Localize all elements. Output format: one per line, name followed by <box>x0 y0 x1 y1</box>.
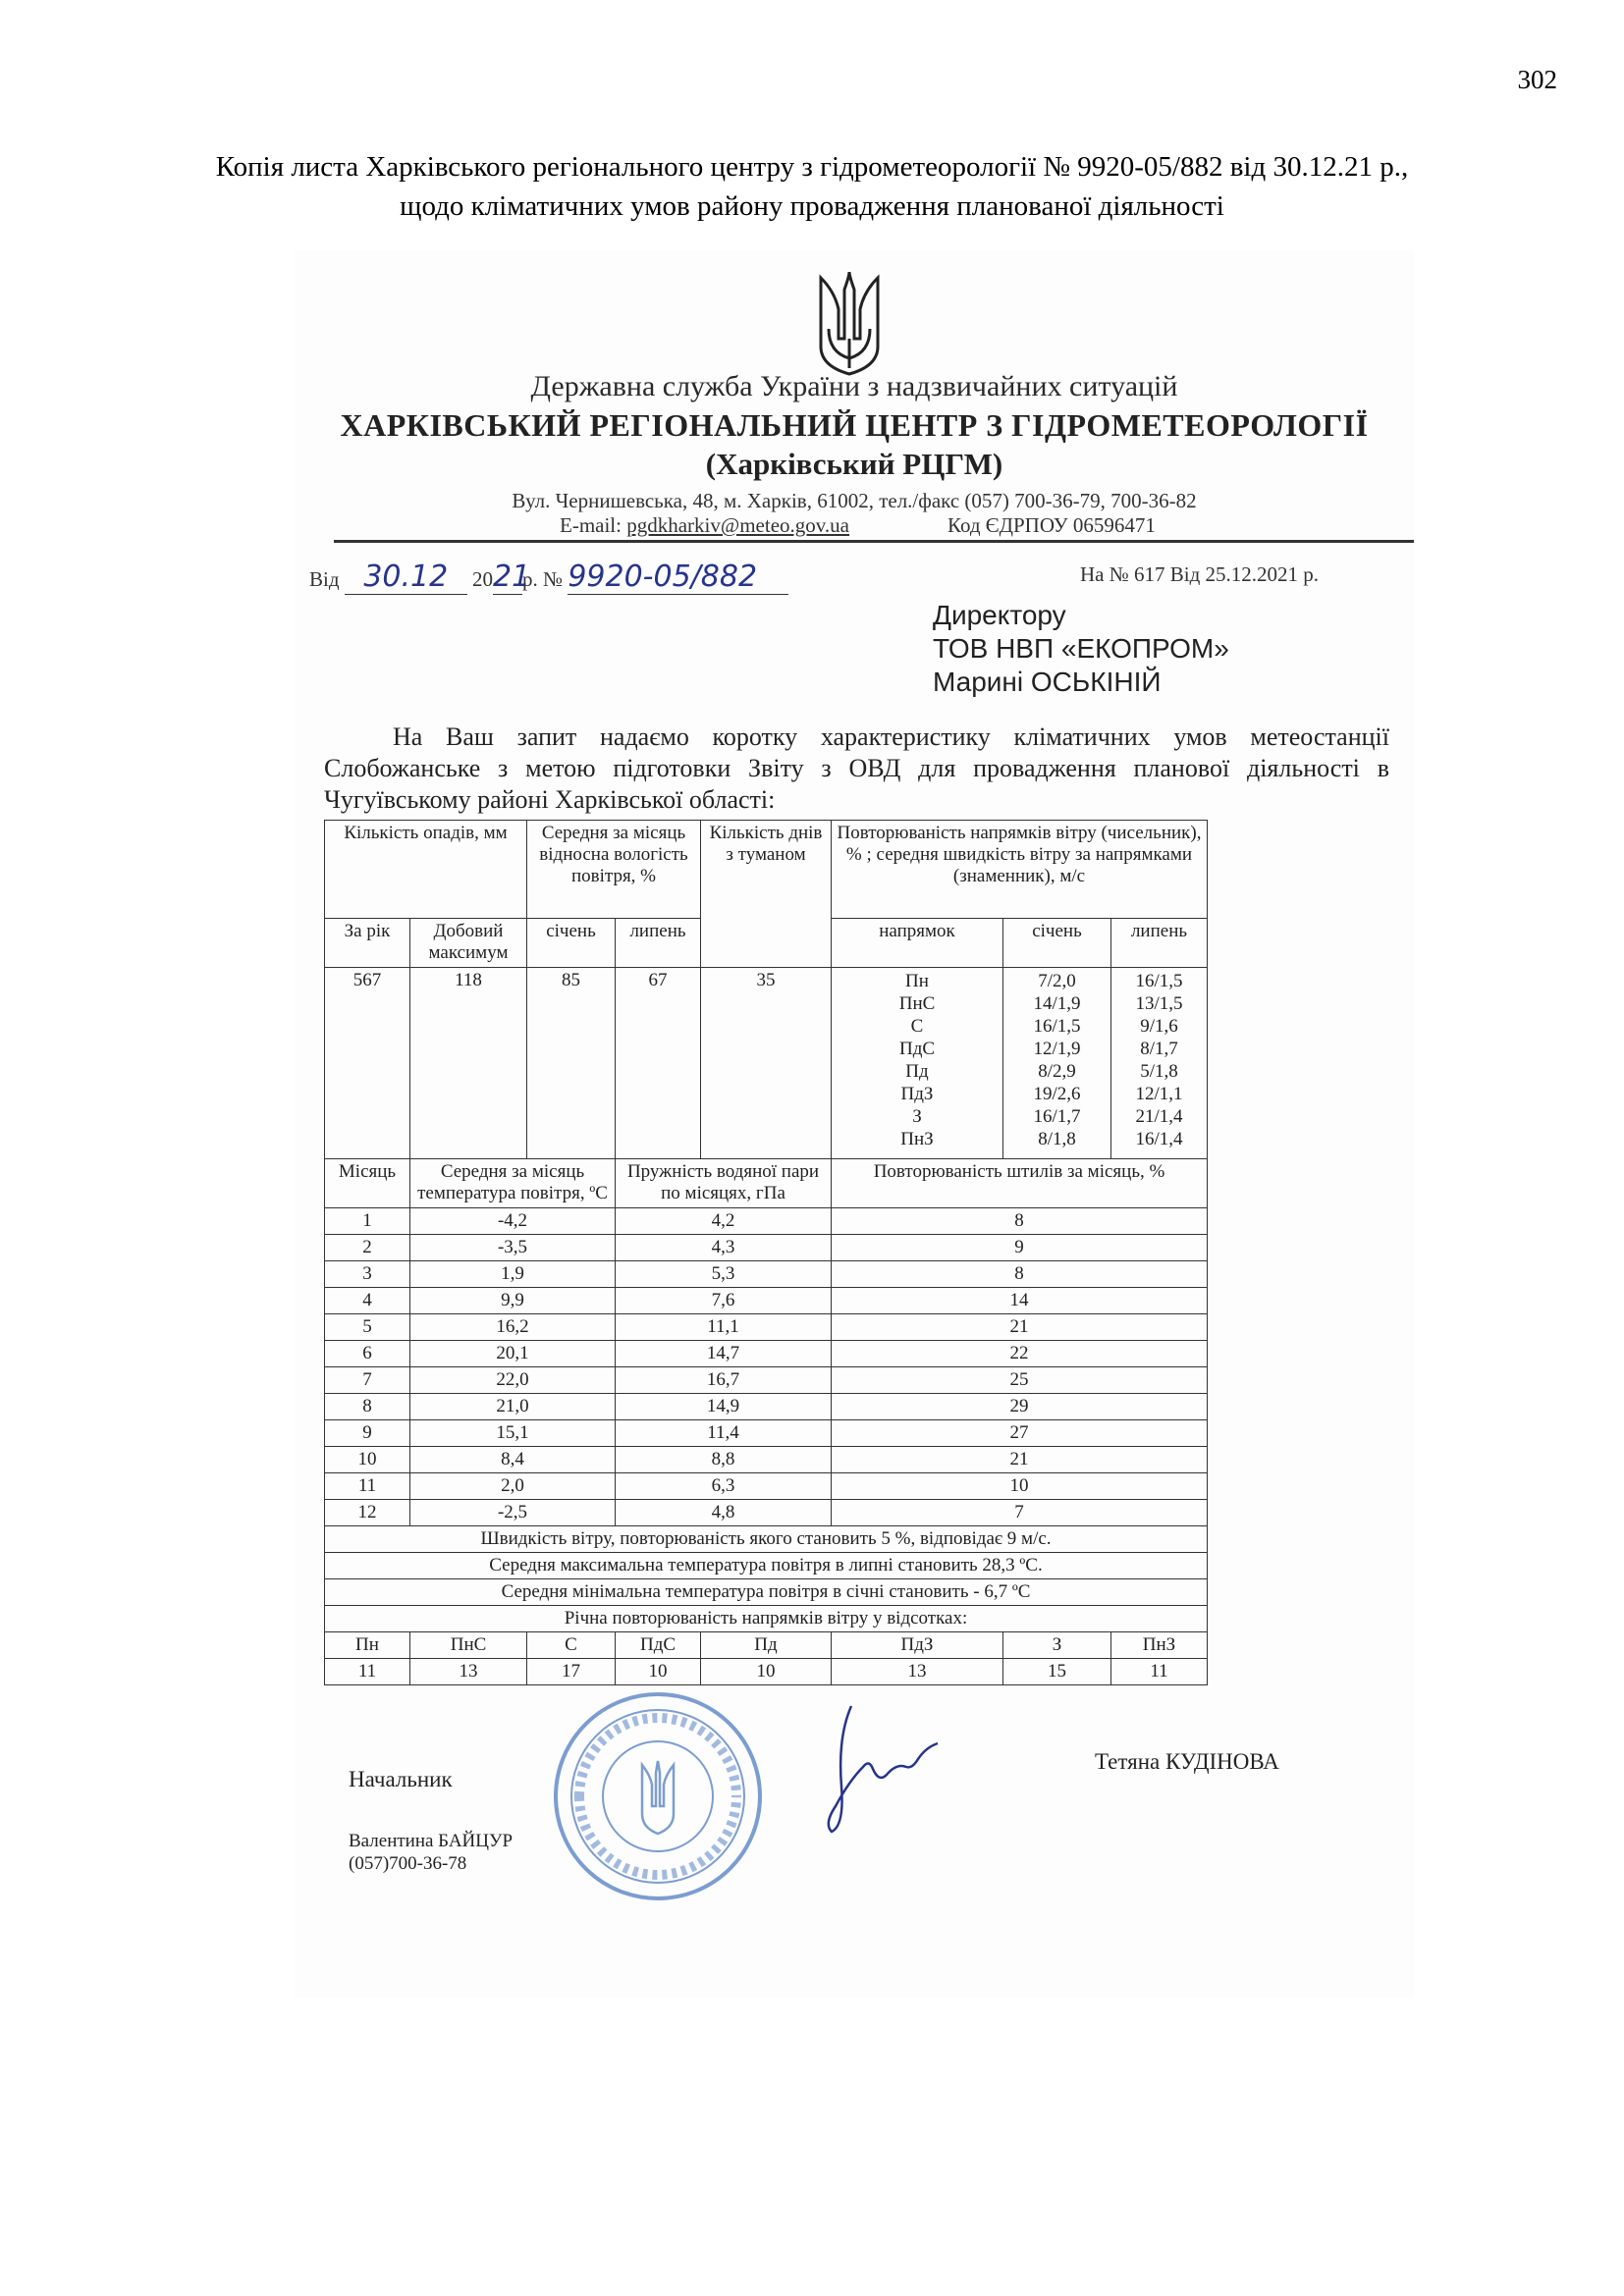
header-fog: Кількість днів з туманом <box>701 821 832 968</box>
header-wind: Повторюваність напрямків вітру (чисельник), % ; середня швидкість вітру за напрямками (знаменник), м/с <box>832 821 1208 919</box>
wind-jan-value: 8/1,8 <box>1038 1129 1076 1149</box>
month-vapor: 6,3 <box>616 1473 832 1500</box>
wind-jan-value: 16/1,7 <box>1033 1106 1081 1127</box>
month: 4 <box>325 1288 410 1314</box>
recipient-line: ТОВ НВП «ЕКОПРОМ» <box>933 633 1229 664</box>
wind-dir: ПнЗ <box>900 1129 934 1149</box>
letterhead-edrpou: Код ЄДРПОУ 06596471 <box>947 513 1156 537</box>
month-temp: -3,5 <box>410 1235 616 1261</box>
wind-jul-value: 9/1,6 <box>1140 1016 1178 1037</box>
annual-dir: ПдЗ <box>832 1632 1003 1659</box>
annual-wind-label: Річна повторюваність напрямків вітру у відсотках: <box>325 1606 1208 1632</box>
month-row <box>325 1473 1208 1500</box>
header-direction: напрямок <box>832 919 1003 968</box>
wind-jan-value: 8/2,9 <box>1038 1061 1076 1082</box>
fog-days-value: 35 <box>701 968 832 1159</box>
month-temp: 9,9 <box>410 1288 616 1314</box>
wind-jul-value: 13/1,5 <box>1135 993 1183 1014</box>
header-vapor: Пружність водяної пари по місяцях, гПа <box>616 1159 832 1208</box>
annual-dir: ПнЗ <box>1111 1632 1208 1659</box>
executor-phone: (057)700-36-78 <box>349 1853 467 1874</box>
month-calm: 8 <box>832 1208 1208 1235</box>
month: 5 <box>325 1314 410 1341</box>
month-vapor: 11,4 <box>616 1420 832 1447</box>
month-temp: -2,5 <box>410 1500 616 1526</box>
precip-year-value: 567 <box>325 968 410 1159</box>
month-calm: 22 <box>832 1341 1208 1367</box>
letterhead-service: Державна служба України з надзвичайних ситуацій <box>530 370 1178 402</box>
month: 1 <box>325 1208 410 1235</box>
annual-dir: З <box>1003 1632 1111 1659</box>
month-row <box>325 1208 1208 1235</box>
letterhead-center: ХАРКІВСЬКИЙ РЕГІОНАЛЬНИЙ ЦЕНТР З ГІДРОМЕТЕОРОЛОГІЇ <box>340 407 1369 443</box>
wind-directions <box>832 968 1003 1159</box>
month-temp: -4,2 <box>410 1208 616 1235</box>
month: 9 <box>325 1420 410 1447</box>
month-calm: 9 <box>832 1235 1208 1261</box>
month-row <box>325 1314 1208 1341</box>
email-link[interactable]: pgdkharkiv@meteo.gov.ua <box>626 513 849 537</box>
month-temp: 8,4 <box>410 1447 616 1473</box>
wind-dir: З <box>912 1106 922 1127</box>
signer-position: Начальник <box>349 1767 453 1791</box>
year-prefix: 20 <box>472 567 494 591</box>
month-row <box>325 1500 1208 1526</box>
month-row <box>325 1420 1208 1447</box>
month-calm: 29 <box>832 1394 1208 1420</box>
month-temp: 2,0 <box>410 1473 616 1500</box>
handwritten-number: 9920-05/882 <box>568 560 788 595</box>
annual-dir: Пд <box>701 1632 832 1659</box>
annual-value: 13 <box>832 1659 1003 1685</box>
month: 8 <box>325 1394 410 1420</box>
annual-value: 11 <box>1111 1659 1208 1685</box>
from-label: Від <box>309 567 340 591</box>
wind-jan-values <box>1003 968 1111 1159</box>
month-calm: 27 <box>832 1420 1208 1447</box>
month-vapor: 11,1 <box>616 1314 832 1341</box>
wind-jan-value: 14/1,9 <box>1033 993 1081 1014</box>
month-vapor: 4,8 <box>616 1500 832 1526</box>
header-calm: Повторюваність штилів за місяць, % <box>832 1159 1208 1208</box>
header-precipitation: Кількість опадів, мм <box>325 821 527 919</box>
wind-speed-note: Швидкість вітру, повторюваність якого становить 5 %, відповідає 9 м/с. <box>325 1526 1208 1553</box>
month: 6 <box>325 1341 410 1367</box>
month-row <box>325 1367 1208 1394</box>
month-calm: 21 <box>832 1314 1208 1341</box>
wind-jul-values <box>1111 968 1208 1159</box>
handwritten-year: 21 <box>493 560 531 594</box>
annual-value: 10 <box>701 1659 832 1685</box>
wind-dir: ПдЗ <box>900 1084 934 1104</box>
humidity-jan-value: 85 <box>527 968 616 1159</box>
month: 7 <box>325 1367 410 1394</box>
month-temp: 16,2 <box>410 1314 616 1341</box>
header-humidity-jan: січень <box>527 919 616 968</box>
month-row <box>325 1341 1208 1367</box>
month-vapor: 14,9 <box>616 1394 832 1420</box>
wind-dir: ПнС <box>898 993 936 1014</box>
month-row <box>325 1261 1208 1288</box>
month-row <box>325 1235 1208 1261</box>
wind-jul-value: 12/1,1 <box>1135 1084 1183 1104</box>
letterhead-abbr: (Харківський РЦГМ) <box>705 447 1003 481</box>
month: 10 <box>325 1447 410 1473</box>
month-calm: 25 <box>832 1367 1208 1394</box>
number-label: р. № <box>522 567 564 591</box>
annual-value: 11 <box>325 1659 410 1685</box>
wind-jan-value: 12/1,9 <box>1033 1039 1081 1059</box>
wind-jul-value: 16/1,4 <box>1135 1129 1183 1149</box>
month-temp: 22,0 <box>410 1367 616 1394</box>
month-vapor: 4,2 <box>616 1208 832 1235</box>
min-temp-note: Середня мінімальна температура повітря в січні становить - 6,7 ºС <box>325 1579 1208 1606</box>
month-row <box>325 1288 1208 1314</box>
wind-dir: ПдС <box>898 1039 936 1059</box>
page-number: 302 <box>1517 65 1557 94</box>
header-month: Місяць <box>325 1159 410 1208</box>
handwritten-signature <box>790 1698 947 1836</box>
wind-jan-value: 19/2,6 <box>1033 1084 1081 1104</box>
wind-dir: Пд <box>905 1061 929 1082</box>
scanned-letter <box>295 250 1414 1998</box>
month-calm: 8 <box>832 1261 1208 1288</box>
month: 11 <box>325 1473 410 1500</box>
executor-name: Валентина БАЙЦУР <box>349 1831 514 1851</box>
climate-table <box>324 820 1208 1685</box>
header-wind-jul: липень <box>1111 919 1208 968</box>
header-humidity: Середня за місяць відносна вологість повітря, % <box>527 821 701 919</box>
incoming-reference: На № 617 Від 25.12.2021 р. <box>1080 562 1320 586</box>
humidity-jul-value: 67 <box>616 968 701 1159</box>
annual-value: 17 <box>527 1659 616 1685</box>
header-temperature: Середня за місяць температура повітря, ºС <box>410 1159 616 1208</box>
outgoing-reference <box>309 560 788 595</box>
wind-dir: Пн <box>905 971 929 991</box>
recipient-line: Марині ОСЬКІНІЙ <box>933 667 1162 697</box>
letterhead-address: Вул. Чернишевська, 48, м. Харків, 61002, тел./факс (057) 700-36-79, 700-36-82 <box>512 489 1197 512</box>
month-vapor: 8,8 <box>616 1447 832 1473</box>
annual-dir: ПдС <box>616 1632 701 1659</box>
month-calm: 21 <box>832 1447 1208 1473</box>
month-calm: 10 <box>832 1473 1208 1500</box>
header-humidity-jul: липень <box>616 919 701 968</box>
annual-dir: С <box>527 1632 616 1659</box>
wind-jul-value: 16/1,5 <box>1135 971 1183 991</box>
wind-jan-value: 7/2,0 <box>1038 971 1076 991</box>
letterhead-divider <box>334 540 1414 543</box>
wind-jul-value: 5/1,8 <box>1140 1061 1178 1082</box>
document-title <box>0 147 1624 226</box>
wind-dir: С <box>910 1016 924 1037</box>
email-label: E-mail: <box>560 513 622 537</box>
title-line-1: Копія листа Харківського регіонального центру з гідрометеорології № 9920-05/882 від 30.12.21 р., <box>215 151 1409 183</box>
annual-value: 13 <box>410 1659 527 1685</box>
header-wind-jan: січень <box>1003 919 1111 968</box>
recipient-block <box>933 599 1229 699</box>
precip-daymax-value: 118 <box>410 968 527 1159</box>
month-row <box>325 1447 1208 1473</box>
wind-jul-value: 21/1,4 <box>1135 1106 1183 1127</box>
month-temp: 1,9 <box>410 1261 616 1288</box>
month-calm: 7 <box>832 1500 1208 1526</box>
month-vapor: 5,3 <box>616 1261 832 1288</box>
official-stamp-icon <box>550 1688 766 1904</box>
month-vapor: 4,3 <box>616 1235 832 1261</box>
header-year: За рік <box>325 919 410 968</box>
handwritten-date: 30.12 <box>345 560 467 595</box>
max-temp-note: Середня максимальна температура повітря в липні становить 28,3 ºС. <box>325 1553 1208 1579</box>
month-temp: 21,0 <box>410 1394 616 1420</box>
month: 2 <box>325 1235 410 1261</box>
month-vapor: 16,7 <box>616 1367 832 1394</box>
annual-dir: ПнС <box>410 1632 527 1659</box>
month: 3 <box>325 1261 410 1288</box>
intro-paragraph: На Ваш запит надаємо коротку характеристику кліматичних умов метеостанції Слобожанське з метою підготовки Звіту з ОВД для провадження планової діяльності в Чугуївському районі Харківської області: <box>324 722 1389 814</box>
wind-jan-value: 16/1,5 <box>1033 1016 1081 1037</box>
annual-value: 15 <box>1003 1659 1111 1685</box>
annual-dir: Пн <box>325 1632 410 1659</box>
month-vapor: 7,6 <box>616 1288 832 1314</box>
recipient-line: Директору <box>933 600 1066 630</box>
header-day-max: Добовий максимум <box>410 919 527 968</box>
title-line-2: щодо кліматичних умов району провадження планованої діяльності <box>400 190 1224 222</box>
annual-value: 10 <box>616 1659 701 1685</box>
trident-emblem-icon <box>815 270 884 378</box>
signer-name: Тетяна КУДІНОВА <box>1095 1749 1279 1774</box>
wind-jul-value: 8/1,7 <box>1140 1039 1178 1059</box>
month-calm: 14 <box>832 1288 1208 1314</box>
month-row <box>325 1394 1208 1420</box>
letterhead-email <box>560 513 849 538</box>
month-vapor: 14,7 <box>616 1341 832 1367</box>
month-temp: 15,1 <box>410 1420 616 1447</box>
month: 12 <box>325 1500 410 1526</box>
month-temp: 20,1 <box>410 1341 616 1367</box>
